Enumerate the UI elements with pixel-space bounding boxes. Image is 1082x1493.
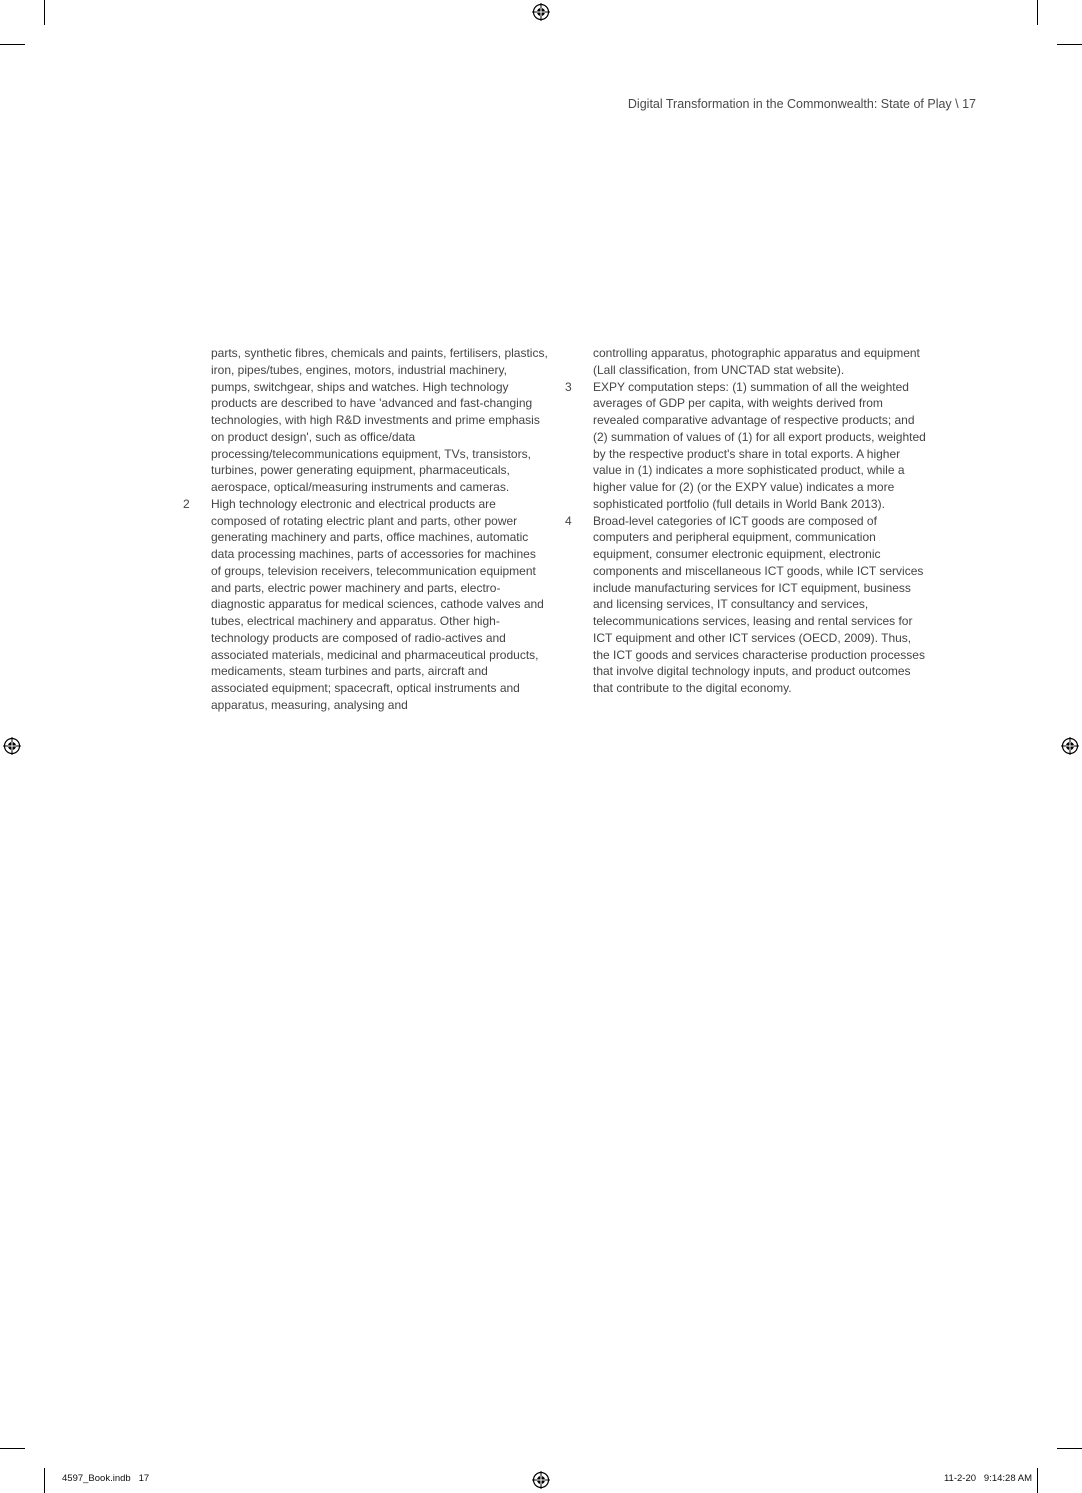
note-3-number: 3 — [565, 379, 572, 394]
note-2-continued: controlling apparatus, photographic apparatus and equipment (Lall classification, from UNCTAD stat website). — [593, 346, 920, 377]
note-1-continued: parts, synthetic fibres, chemicals and paints, fertilisers, plastics, iron, pipes/tubes, engines, motors, industrial machinery, pumps, switchgear, ships and watches. High technology products are described to have 'advanced and fast-changing technologies, with high R&D investments and prime emphasis on product design', such as office/data processing/telecommunications equipment, TVs, transistors, turbines, power generating equipment, pharmaceuticals, aerospace, optical/measuring instruments and cameras. — [211, 346, 548, 494]
slug-datetime: 11-2-20 9:14:28 AM — [943, 1473, 1032, 1484]
crop-mark-top-left-vertical — [44, 0, 45, 25]
running-header: Digital Transformation in the Commonwealth: State of Play \ 17 — [627, 97, 976, 111]
registration-mark-bottom-icon — [532, 1471, 550, 1489]
crop-mark-top-right-horizontal — [1057, 44, 1082, 45]
endnotes-left-column — [183, 345, 548, 714]
crop-mark-bottom-left-horizontal — [0, 1448, 25, 1449]
note-3 — [565, 379, 930, 513]
registration-mark-right-icon — [1061, 737, 1079, 755]
slug-file-info: 4597_Book.indb 17 — [62, 1473, 150, 1484]
crop-mark-bottom-right-horizontal — [1057, 1448, 1082, 1449]
note-4-text: Broad-level categories of ICT goods are composed of computers and peripheral equipment, communication equipment, consumer electronic equipment, electronic components and miscellaneous ICT goods, while ICT services include manufacturing services for ICT equipment, business and licensing services, IT consultancy and services, telecommunications services, leasing and rental services for ICT equipment and other ICT services (OECD, 2009). Thus, the ICT goods and services characterise production processes that involve digital technology inputs, and product outcomes that contribute to the digital economy. — [593, 513, 925, 695]
note-4-number: 4 — [565, 513, 572, 528]
registration-mark-left-icon — [3, 737, 21, 755]
note-2-number: 2 — [183, 496, 190, 511]
crop-mark-bottom-right-vertical — [1037, 1468, 1038, 1493]
note-2 — [183, 496, 548, 714]
crop-mark-bottom-left-vertical — [44, 1468, 45, 1493]
crop-mark-top-right-vertical — [1037, 0, 1038, 25]
note-4 — [565, 513, 930, 697]
note-3-text: EXPY computation steps: (1) summation of all the weighted averages of GDP per capita, with weights derived from revealed comparative advantage of respective products; and (2) summation of values of (1) for all export products, weighted by the respective product's share in total exports. A higher value in (1) indicates a more sophisticated product, while a higher value for (2) (or the EXPY value) indicates a more sophisticated portfolio (full details in World Bank 2013). — [593, 379, 926, 511]
note-2-text: High technology electronic and electrical products are composed of rotating electric plant and parts, other power generating machinery and parts, office machines, automatic data processing machines, parts of accessories for machines of groups, television receivers, telecommunication equipment and parts, electric power machinery and parts, electro-diagnostic apparatus for medical sciences, cathode valves and tubes, electrical machinery and apparatus. Other high-technology products are composed of radio-actives and associated materials, medicinal and pharmaceutical products, medicaments, steam turbines and parts, aircraft and associated equipment; spacecraft, optical instruments and apparatus, measuring, analysing and — [211, 496, 544, 712]
crop-mark-top-left-horizontal — [0, 44, 25, 45]
endnotes-right-column — [565, 345, 930, 697]
registration-mark-top-icon — [532, 3, 550, 21]
